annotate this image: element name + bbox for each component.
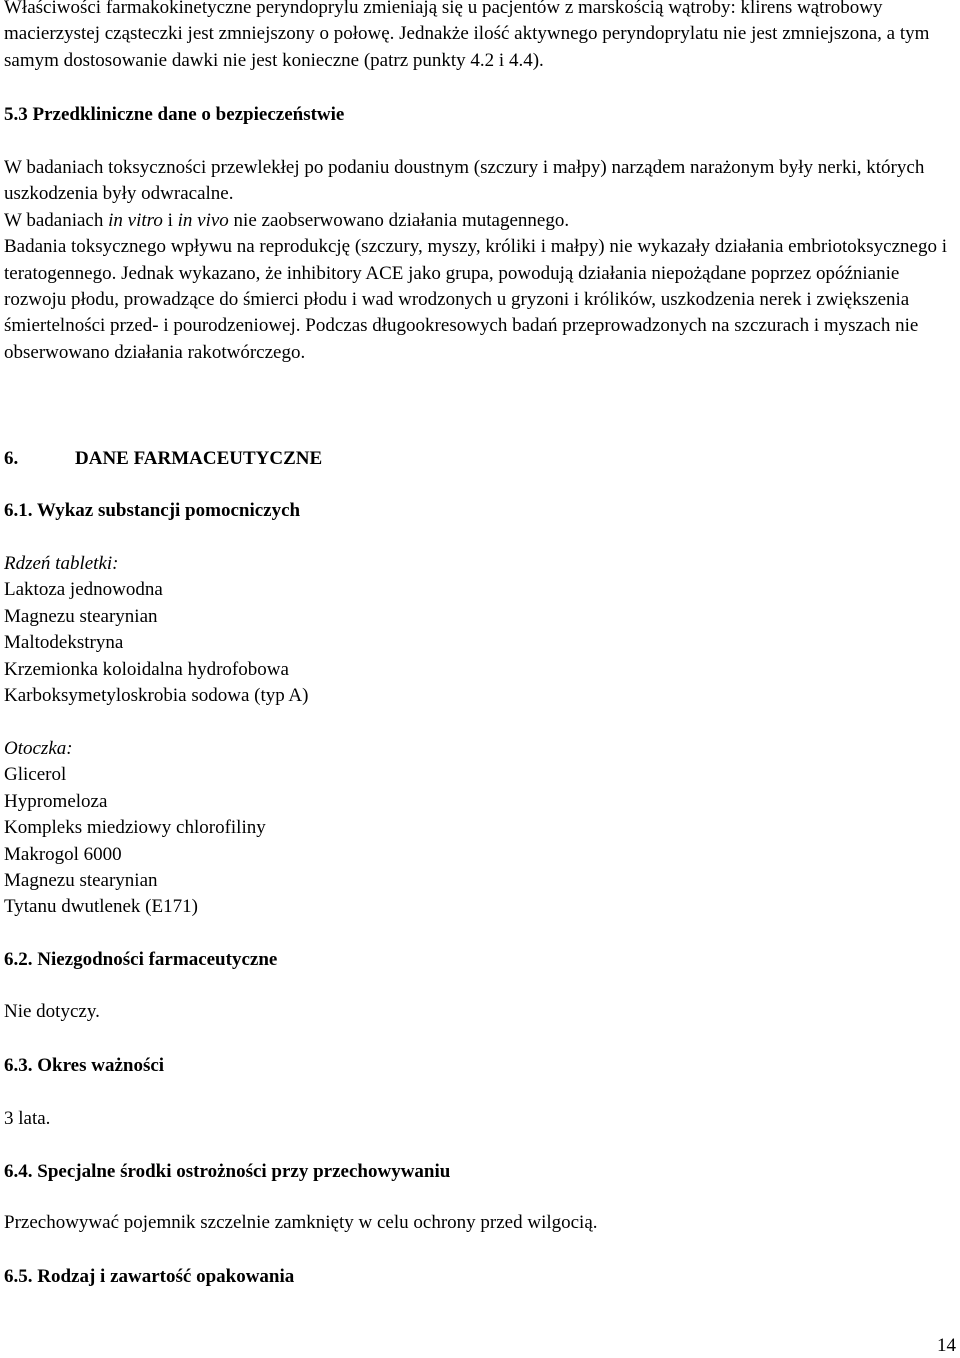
section-number: 6.: [4, 448, 19, 469]
section-5-3-body: [4, 155, 958, 366]
section-6-3-text: 3 lata.: [4, 1108, 51, 1129]
coating-list: [4, 762, 266, 920]
list-item: Karboksymetyloskrobia sodowa (typ A): [4, 685, 309, 707]
coating-excipients: [4, 736, 266, 921]
list-item: Glicerol: [4, 764, 67, 786]
section-6-heading: [4, 446, 322, 472]
italic-term: in vivo: [177, 209, 229, 231]
section-5-3-heading: 5.3 Przedkliniczne dane o bezpieczeństwie: [4, 104, 345, 125]
list-item: Laktoza jednowodna: [4, 579, 163, 601]
page-number: 14: [937, 1335, 956, 1356]
list-item: Magnezu stearynian: [4, 870, 158, 892]
section-6-2-heading: 6.2. Niezgodności farmaceutyczne: [4, 949, 278, 970]
section-6-4-text: Przechowywać pojemnik szczelnie zamknięty w celu ochrony przed wilgocią.: [4, 1212, 598, 1233]
text-run: nie zaobserwowano działania mutagennego.: [228, 209, 570, 231]
section-6-4-heading: 6.4. Specjalne środki ostrożności przy przechowywaniu: [4, 1161, 451, 1182]
reproduction-paragraph: Badania toksycznego wpływu na reprodukcję (szczury, myszy, króliki i małpy) nie wykazały działania embriotoksycznego i teratogennego. Jednak wykazano, że inhibitory ACE jako grupa, powodują działania niepożądane poprzez opóźnianie rozwoju płodu, prowadzące do śmierci płodu i wad wrodzonych u gryzoni i królików, uszkodzenia nerek i zwiększenia śmiertelności przed- i pourodzeniowej. Podczas długookresowych badań przeprowadzonych na szczurach i myszach nie obserwowano działania rakotwórczego.: [4, 236, 948, 363]
toxicity-paragraph: W badaniach toksyczności przewlekłej po podaniu doustnym (szczury i małpy) narządem narażonym były nerki, których uszkodzenia były odwracalne.: [4, 157, 925, 205]
core-list: [4, 577, 308, 709]
text-run: W badaniach: [4, 209, 109, 231]
text-run: i: [162, 209, 178, 231]
italic-term: in vitro: [108, 209, 163, 231]
section-6-2-text: Nie dotyczy.: [4, 1001, 100, 1022]
list-item: Maltodekstryna: [4, 632, 124, 654]
section-title: DANE FARMACEUTYCZNE: [75, 448, 323, 469]
section-6-1-heading: 6.1. Wykaz substancji pomocniczych: [4, 500, 301, 521]
coating-label: Otoczka:: [4, 738, 73, 759]
list-item: Krzemionka koloidalna hydrofobowa: [4, 658, 289, 680]
list-item: Magnezu stearynian: [4, 605, 158, 627]
core-label: Rdzeń tabletki:: [4, 553, 119, 574]
section-6-3-heading: 6.3. Okres ważności: [4, 1055, 165, 1076]
section-6-5-heading: 6.5. Rodzaj i zawartość opakowania: [4, 1266, 295, 1287]
list-item: Kompleks miedziowy chlorofiliny: [4, 817, 266, 839]
list-item: Hypromeloza: [4, 790, 108, 812]
intro-paragraph: Właściwości farmakokinetyczne peryndoprylu zmieniają się u pacjentów z marskością wątroby: klirens wątrobowy macierzystej cząsteczki jest zmniejszony o połowę. Jednakże ilość aktywnego peryndoprylatu nie jest zmniejszona, a tym samym dostosowanie dawki nie jest konieczne (patrz punkty 4.2 i 4.4).: [4, 0, 930, 71]
list-item: Tytanu dwutlenek (E171): [4, 896, 198, 918]
mutagenicity-paragraph: [4, 208, 958, 234]
list-item: Makrogol 6000: [4, 843, 122, 865]
core-excipients: [4, 551, 308, 709]
